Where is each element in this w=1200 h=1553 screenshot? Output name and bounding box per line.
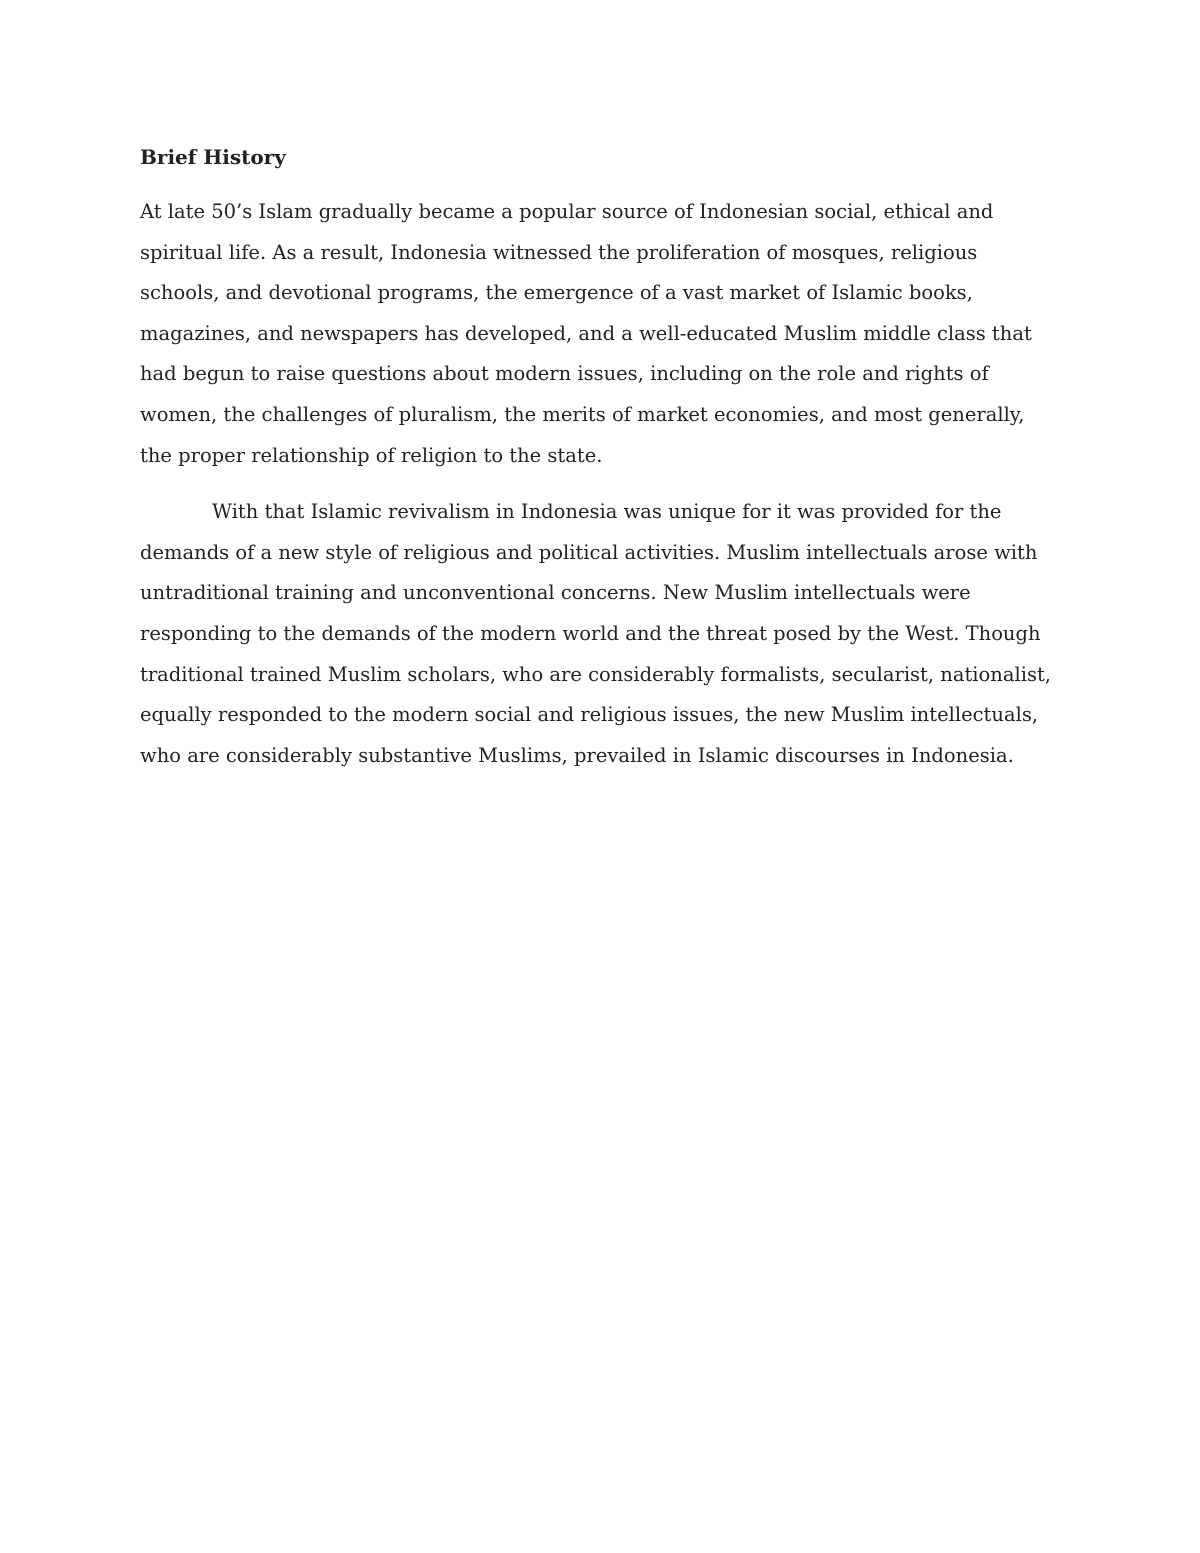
section-heading: Brief History <box>140 145 286 169</box>
paragraph-2: With that Islamic revivalism in Indonesia was unique for it was provided for the demands of a new style of religious and political activities. Muslim intellectuals arose with untraditional training and unconventional concerns. New Muslim intellectuals were responding to the demands of the modern world and the threat posed by the West. Though traditional trained Muslim scholars, who are considerably formalists, secularist, nationalist, equally responded to the modern social and religious issues, the new Muslim intellectuals, who are considerably substantive Muslims, prevailed in Islamic discourses in Indonesia. <box>140 500 1051 767</box>
document-body <box>140 138 1062 776</box>
paragraph-1: At late 50’s Islam gradually became a popular source of Indonesian social, ethical and spiritual life. As a result, Indonesia witnessed the proliferation of mosques, religious schools, and devotional programs, the emergence of a vast market of Islamic books, magazines, and newspapers has developed, and a well-educated Muslim middle class that had begun to raise questions about modern issues, including on the role and rights of women, the challenges of pluralism, the merits of market economies, and most generally, the proper relationship of religion to the state. <box>140 200 1032 467</box>
